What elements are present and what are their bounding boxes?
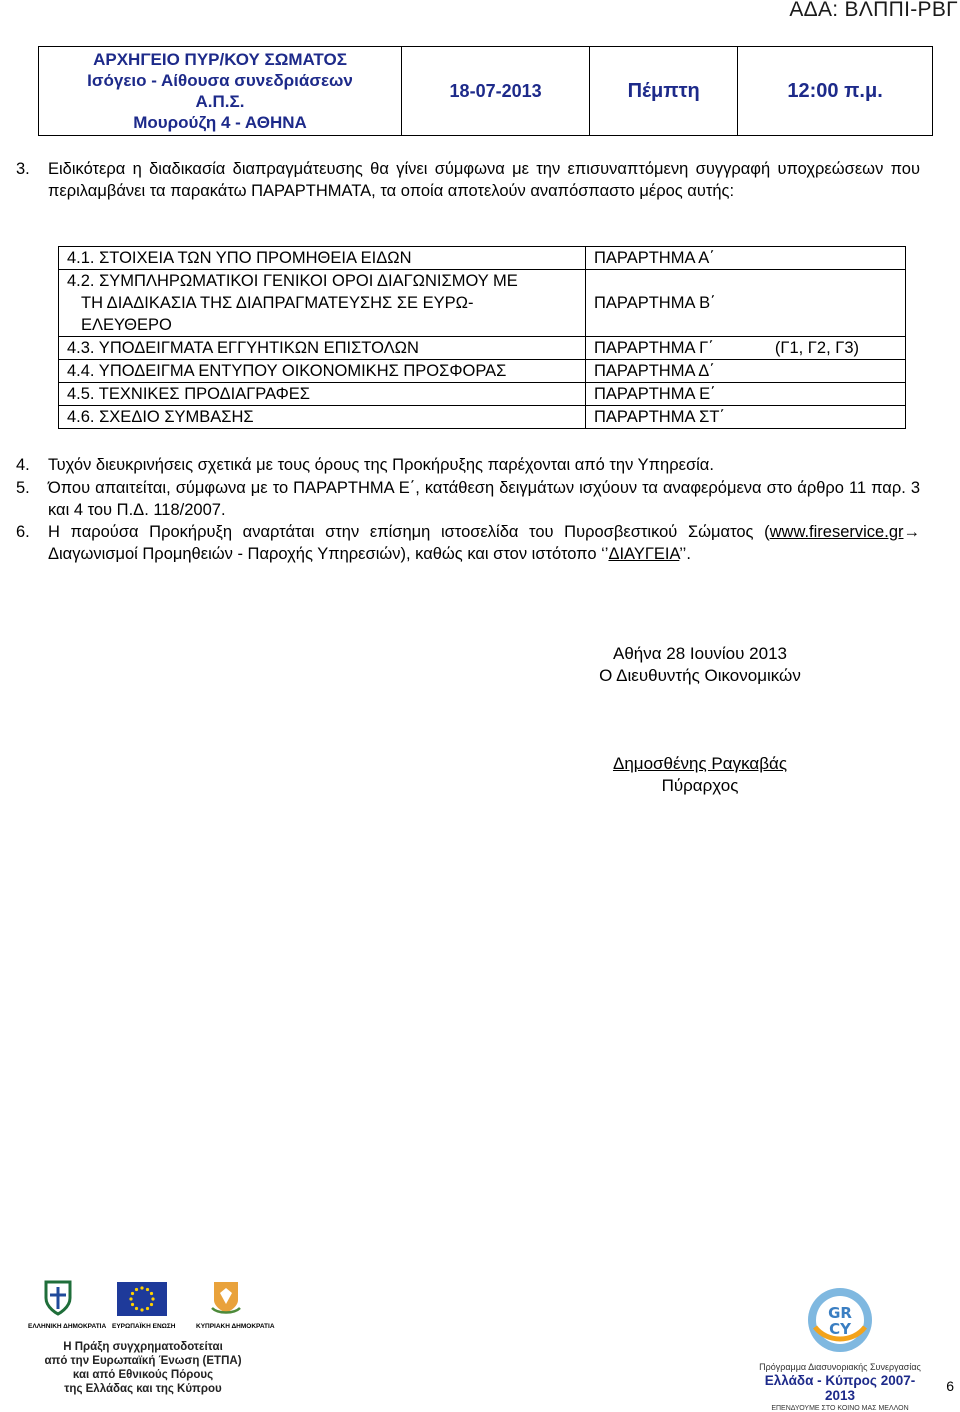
paragraph-number: 4. (16, 456, 30, 474)
annex-label: ΠΑΡΑΡΤΗΜΑ Γ΄ (594, 339, 714, 357)
grcy-logo-icon (805, 1285, 875, 1355)
annex-extra: (Γ1, Γ2, Γ3) (774, 339, 859, 357)
annex-label: ΠΑΡΑΡΤΗΜΑ Δ΄ (586, 360, 906, 383)
p6-post: ’’. (679, 545, 691, 563)
paragraph-6 (48, 521, 920, 565)
annex-table (58, 246, 906, 429)
program-subtitle: Πρόγραμμα Διασυνοριακής Συνεργασίας (759, 1362, 921, 1372)
room-name: Ισόγειο - Αίθουσα συνεδριάσεων (87, 71, 353, 90)
paragraph-number: 6. (16, 523, 30, 541)
table-row (59, 406, 906, 429)
signature-name: Δημοσθένης Ραγκαβάς (612, 754, 788, 773)
fireservice-link[interactable]: www.fireservice.gr (769, 523, 904, 541)
meeting-location (39, 47, 402, 136)
annex-label: ΠΑΡΑΡΤΗΜΑ Β΄ (586, 270, 906, 337)
meeting-header (38, 46, 933, 136)
p6-mid: → Διαγωνισμοί Προμηθειών - Παροχής Υπηρεσιών), καθώς και στον ιστότοπο ‘’ (48, 523, 920, 563)
program-slogan: ΕΠΕΝΔΥΟΥΜΕ ΣΤΟ ΚΟΙΝΟ ΜΑΣ ΜΕΛΛΟΝ (771, 1405, 909, 1412)
greek-emblem: ΕΛΛΗΝΙΚΗ ΔΗΜΟΚΡΑΤΙΑ (28, 1278, 88, 1330)
paragraph-4: Τυχόν διευκρινήσεις σχετικά με τους όρους της Προκήρυξης παρέχονται από την Υπηρεσία. (48, 456, 714, 474)
svg-text:CY: CY (829, 1320, 851, 1338)
paragraph-5: Όπου απαιτείται, σύμφωνα με το ΠΑΡΑΡΤΗΜΑ Ε΄, κατάθεση δειγμάτων ισχύουν τα αναφερόμενα στο άρθρο 11 παρ. 3 και 4 του Π.Δ. 118/2007. (48, 479, 920, 519)
org-abbr: Α.Π.Σ. (195, 92, 245, 111)
annex-item: 4.4. ΥΠΟΔΕΙΓΜΑ ΕΝΤΥΠΟΥ ΟΙΚΟΝΟΜΙΚΗΣ ΠΡΟΣΦΟΡΑΣ (59, 360, 586, 383)
meeting-time: 12:00 π.μ. (738, 47, 933, 136)
annex-label: ΠΑΡΑΡΤΗΜΑ Α΄ (586, 247, 906, 270)
annex-label: ΠΑΡΑΡΤΗΜΑ Ε΄ (586, 383, 906, 406)
program-logo (750, 1285, 930, 1412)
page-number: 6 (946, 1378, 954, 1394)
table-row (59, 383, 906, 406)
signature-place-date: Αθήνα 28 Ιουνίου 2013 (613, 644, 787, 663)
annex-item (59, 270, 586, 337)
diavgeia-link[interactable]: ΔΙΑΥΓΕΙΑ (608, 545, 680, 563)
address: Μουρούζη 4 - ΑΘΗΝΑ (133, 113, 307, 132)
ada-code: ΑΔΑ: ΒΛΠΠΙ-ΡΒΓ (789, 0, 958, 21)
signature-rank: Πύραρχος (661, 776, 739, 795)
program-title: Ελλάδα - Κύπρος 2007-2013 (764, 1373, 916, 1403)
table-row (59, 360, 906, 383)
annex-item: 4.5. ΤΕΧΝΙΚΕΣ ΠΡΟΔΙΑΓΡΑΦΕΣ (59, 383, 586, 406)
meeting-day: Πέμπτη (590, 47, 738, 136)
svg-text:GR: GR (828, 1304, 852, 1322)
cyprus-emblem: ΚΥΠΡΙΑΚΗ ΔΗΜΟΚΡΑΤΙΑ (196, 1278, 256, 1330)
table-row (59, 270, 906, 337)
annex-label: ΠΑΡΑΡΤΗΜΑ ΣΤ΄ (586, 406, 906, 429)
p6-pre: Η παρούσα Προκήρυξη αναρτάται στην επίσημη ιστοσελίδα του Πυροσβεστικού Σώματος ( (48, 523, 770, 541)
annex-label-cell (586, 337, 906, 360)
cyprus-emblem-icon (208, 1278, 244, 1316)
eu-flag-icon (117, 1282, 167, 1316)
eu-flag: ΕΥΡΩΠΑΪΚΗ ΕΝΩΣΗ (112, 1282, 172, 1330)
table-row (59, 337, 906, 360)
annex-item: 4.1. ΣΤΟΙΧΕΙΑ ΤΩΝ ΥΠΟ ΠΡΟΜΗΘΕΙΑ ΕΙΔΩΝ (59, 247, 586, 270)
annex-item-line: 4.2. ΣΥΜΠΛΗΡΩΜΑΤΙΚΟΙ ΓΕΝΙΚΟΙ ΟΡΟΙ ΔΙΑΓΩΝΙΣΜΟΥ ΜΕ (67, 272, 518, 290)
paragraph-number: 5. (16, 479, 30, 497)
paragraph-3: Ειδικότερα η διαδικασία διαπραγμάτευσης θα γίνει σύμφωνα με την επισυναπτόμενη συγγραφή υποχρεώσεων που περιλαμβάνει τα παρακάτω ΠΑΡΑΡΤΗΜΑΤΑ, τα οποία αποτελούν αναπόσπαστο μέρος αυτής: (48, 160, 920, 200)
paragraph-number: 3. (16, 160, 30, 178)
cofunding-logos (28, 1278, 275, 1403)
signature-role: Ο Διευθυντής Οικονομικών (599, 666, 801, 685)
table-row (59, 247, 906, 270)
meeting-date: 18-07-2013 (402, 47, 590, 136)
org-name: ΑΡΧΗΓΕΙΟ ΠΥΡ/ΚΟΥ ΣΩΜΑΤΟΣ (93, 50, 347, 69)
greek-emblem-icon (40, 1278, 76, 1316)
annex-item: 4.3. ΥΠΟΔΕΙΓΜΑΤΑ ΕΓΓΥΗΤΙΚΩΝ ΕΠΙΣΤΟΛΩΝ (59, 337, 586, 360)
cofunding-text: Η Πράξη συγχρηματοδοτείται από την Ευρωπαϊκή Ένωση (ΕΤΠΑ) και από Εθνικούς Πόρους της Ελλάδας και της Κύπρου (44, 1341, 242, 1395)
annex-item-line: ΕΛΕΥΘΕΡΟ (81, 316, 172, 334)
annex-item: 4.6. ΣΧΕΔΙΟ ΣΥΜΒΑΣΗΣ (59, 406, 586, 429)
annex-item-line: ΤΗ ΔΙΑΔΙΚΑΣΙΑ ΤΗΣ ΔΙΑΠΡΑΓΜΑΤΕΥΣΗΣ ΣΕ ΕΥΡΩ- (81, 294, 474, 312)
